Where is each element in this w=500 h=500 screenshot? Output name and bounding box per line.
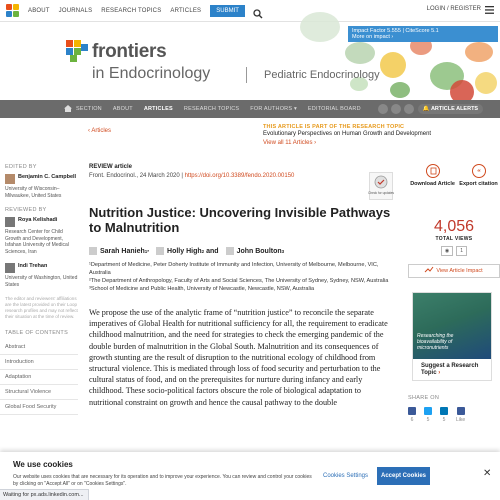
section-nav — [0, 100, 500, 118]
nav-link-journals[interactable]: JOURNALS — [58, 7, 93, 14]
suggest-topic-arrow: › — [436, 369, 441, 376]
download-icon — [426, 164, 440, 178]
secnav-articles[interactable]: ARTICLES — [143, 106, 173, 112]
cookies-settings-link[interactable]: Cookies Settings — [323, 473, 369, 479]
check-for-updates-button[interactable] — [369, 172, 393, 200]
avatar — [5, 263, 15, 273]
article-title: Nutrition Justice: Uncovering Invisible Pathways to Malnutrition — [89, 205, 391, 235]
reviewer[interactable] — [5, 263, 78, 273]
author-sup: 1* — [144, 248, 150, 254]
quote-icon — [472, 164, 486, 178]
chart-icon — [425, 267, 433, 275]
total-views-count: 4,056 — [433, 217, 475, 235]
submit-button[interactable]: SUBMIT — [210, 5, 245, 17]
nav-link-about[interactable]: ABOUT — [28, 7, 50, 14]
cookie-title: We use cookies — [13, 460, 73, 469]
section-name[interactable]: Pediatric Endocrinology — [264, 69, 380, 81]
share-like-label: Like — [456, 416, 466, 423]
affiliation-3: ³School of Medicine and Public Health, University of Newcastle, Newcastle, NSW, Australia — [89, 286, 315, 292]
author-avatar-icon — [226, 247, 234, 255]
secnav-research-topics[interactable]: RESEARCH TOPICS — [183, 106, 240, 112]
twitter-icon — [424, 407, 432, 415]
author-sup: 2 — [201, 248, 205, 254]
export-citation-button[interactable] — [459, 164, 498, 188]
share-count: 6 — [410, 416, 414, 423]
article-meta — [89, 173, 394, 179]
linkedin-icon — [440, 407, 448, 415]
right-sidebar — [408, 164, 500, 423]
author-avatar-icon — [89, 247, 97, 255]
badge-count[interactable]: 1 — [456, 246, 467, 256]
facebook-icon — [408, 407, 416, 415]
reviewer[interactable] — [5, 217, 78, 227]
editor-affiliation: University of Wisconsin–Milwaukee, United States — [5, 186, 62, 199]
more-on-impact-link[interactable]: More on impact › — [352, 34, 394, 40]
share-count: 5 — [426, 416, 430, 423]
home-icon[interactable] — [64, 105, 72, 114]
article-main — [89, 164, 394, 408]
research-topic-label: THIS ARTICLE IS PART OF THE RESEARCH TOPIC — [263, 124, 405, 130]
menu-icon[interactable] — [485, 6, 494, 16]
accept-cookies-button[interactable]: Accept Cookies — [377, 467, 430, 485]
frontiers-brand-icon — [66, 40, 88, 62]
altmetric-badge-icon[interactable]: ◉ — [441, 246, 453, 256]
article-type: REVIEW article — [89, 164, 133, 170]
cookie-text: Our website uses cookies that are necessary for its operation and to improve your experience. You can review and control your cookies by clicking on "Accept All" or on "Cookies Settings". — [13, 474, 312, 487]
reviewer-affiliation: University of Washington, United States — [5, 275, 78, 288]
card-image-text: Researching the bioavailability of micronutrients — [417, 332, 454, 351]
download-article-button[interactable] — [410, 164, 455, 188]
reviewed-by-heading: REVIEWED BY — [5, 207, 47, 213]
toc-item-structural-violence[interactable]: Structural Violence — [0, 385, 78, 400]
share-buttons — [408, 407, 500, 423]
author-name[interactable]: Holly High — [167, 247, 202, 255]
search-icon[interactable] — [253, 6, 263, 16]
share-like[interactable] — [456, 407, 465, 423]
journal-name[interactable]: in Endocrinology — [92, 65, 211, 82]
frontiers-logo-icon[interactable] — [6, 4, 20, 18]
browser-status-bar: Waiting for px.ads.linkedin.com... — [0, 489, 89, 500]
article-date: Front. Endocrinol., 24 March 2020 | — [89, 173, 185, 179]
author-list — [89, 247, 394, 255]
impact-factor-text: Impact Factor 5.555 | CiteScore 5.1 — [352, 28, 439, 34]
affiliations — [89, 261, 394, 293]
reviewer-name[interactable]: Roya Kelishadi — [18, 217, 58, 223]
doi-link[interactable]: https://doi.org/10.3389/fendo.2020.00150 — [184, 173, 295, 179]
author-name[interactable]: Sarah Hanieh — [100, 247, 145, 255]
suggest-topic-caption — [413, 359, 491, 380]
share-linkedin[interactable] — [440, 407, 448, 423]
author-sup: 3 — [281, 248, 285, 254]
share-count: 5 — [442, 416, 446, 423]
login-register-link[interactable]: LOGIN / REGISTER — [426, 5, 481, 12]
editor-name[interactable]: Benjamin C. Campbell — [18, 174, 77, 180]
editor[interactable] — [5, 174, 78, 184]
article-alerts-label: ARTICLE ALERTS — [430, 106, 479, 112]
total-views-label: TOTAL VIEWS — [435, 235, 473, 242]
toc-item-global-food-security[interactable]: Global Food Security — [0, 400, 78, 415]
affiliation-2: ²The Department of Anthropology, Faculty of Arts and Social Sciences, The University of Sydney, Sydney, NSW, Australia — [89, 278, 389, 284]
research-topic-image — [413, 293, 491, 359]
journal-banner — [0, 22, 500, 100]
view-all-articles-link[interactable]: View all 11 Articles › — [263, 140, 317, 146]
edited-by-heading: EDITED BY — [5, 164, 37, 170]
toc-item-abstract[interactable]: Abstract — [0, 340, 78, 355]
rss-icon[interactable] — [391, 104, 401, 114]
nav-link-research-topics[interactable]: RESEARCH TOPICS — [101, 7, 162, 14]
share-facebook[interactable] — [408, 407, 416, 423]
top-nav — [0, 0, 500, 22]
share-heading: SHARE ON — [408, 394, 440, 401]
back-to-articles-link[interactable]: ‹ Articles — [88, 128, 112, 134]
view-article-impact-label: View Article Impact — [436, 267, 483, 274]
suggest-topic-card[interactable] — [412, 292, 492, 381]
secnav-section[interactable]: SECTION — [76, 106, 102, 112]
view-article-impact-button[interactable] — [408, 264, 500, 278]
secnav-about[interactable]: ABOUT — [112, 106, 133, 112]
check-updates-label: Check for updates — [368, 191, 394, 195]
avatar — [5, 217, 15, 227]
banner-divider — [246, 67, 247, 83]
secnav-for-authors[interactable]: FOR AUTHORS ▾ — [250, 106, 297, 112]
svg-text:“: “ — [476, 168, 481, 176]
avatar — [5, 174, 15, 184]
close-icon[interactable]: ✕ — [483, 468, 492, 479]
like-icon — [457, 407, 465, 415]
author-and: and — [206, 247, 219, 255]
abstract-text: We propose the use of the analytic frame of “nutrition justice” to reconcile the separate imperatives of Global Health for nutritional sufficiency for all, the requirement to eradicate childhood malnutrition, and the need for strategies to check the emerging pandemic of the double burden of malnutrition in the Global South. Malnutrition and its consequences of growth stunting are the result of disruption to the nutritional ecology of childhood from structural violence. This is mediated through loss of food security and perturbation to the cultural status of food, and on the prerequisites for nurture during infancy and early childhood. These socio-political factors obscure the role of biological adaptation to nutritional constraint on growth and hence the causal pathway to the double — [89, 308, 388, 407]
article-alerts-button[interactable]: 🔔 ARTICLE ALERTS — [418, 104, 483, 114]
toc-item-adaptation[interactable]: Adaptation — [0, 370, 78, 385]
facebook-icon[interactable] — [404, 104, 414, 114]
share-twitter[interactable] — [424, 407, 432, 423]
research-topic-title[interactable]: Evolutionary Perspectives on Human Growth and Development — [263, 131, 432, 137]
brand-wordmark[interactable]: frontiers — [92, 41, 167, 62]
impact-factor-box[interactable] — [348, 26, 498, 42]
affiliation-note: The editor and reviewers' affiliations are the latest provided on their Loop research profiles and may not reflect their situation at the time of review. — [5, 296, 78, 319]
download-label: Download Article — [410, 181, 455, 187]
suggest-topic-label: Suggest a Research Topic — [421, 362, 479, 376]
secnav-editorial-board[interactable]: EDITORIAL BOARD — [307, 106, 361, 112]
affiliation-1: ¹Department of Medicine, Peter Doherty Institute of Immunity and Infection, University of Melbourne, Melbourne, VIC, Australia — [89, 262, 379, 276]
export-label: Export citation — [459, 181, 498, 187]
reviewer-name[interactable]: Indi Trehan — [18, 263, 48, 269]
author-avatar-icon — [156, 247, 164, 255]
twitter-icon[interactable] — [378, 104, 388, 114]
left-sidebar — [0, 164, 78, 454]
author-name[interactable]: John Boulton — [236, 247, 282, 255]
toc-heading: TABLE OF CONTENTS — [5, 330, 69, 336]
reviewer-affiliation: Research Center for Child Growth and Development, Isfahan University of Medical Sciences, Iran — [5, 229, 69, 255]
toc-item-introduction[interactable]: Introduction — [0, 355, 78, 370]
nav-link-articles[interactable]: ARTICLES — [170, 7, 202, 14]
